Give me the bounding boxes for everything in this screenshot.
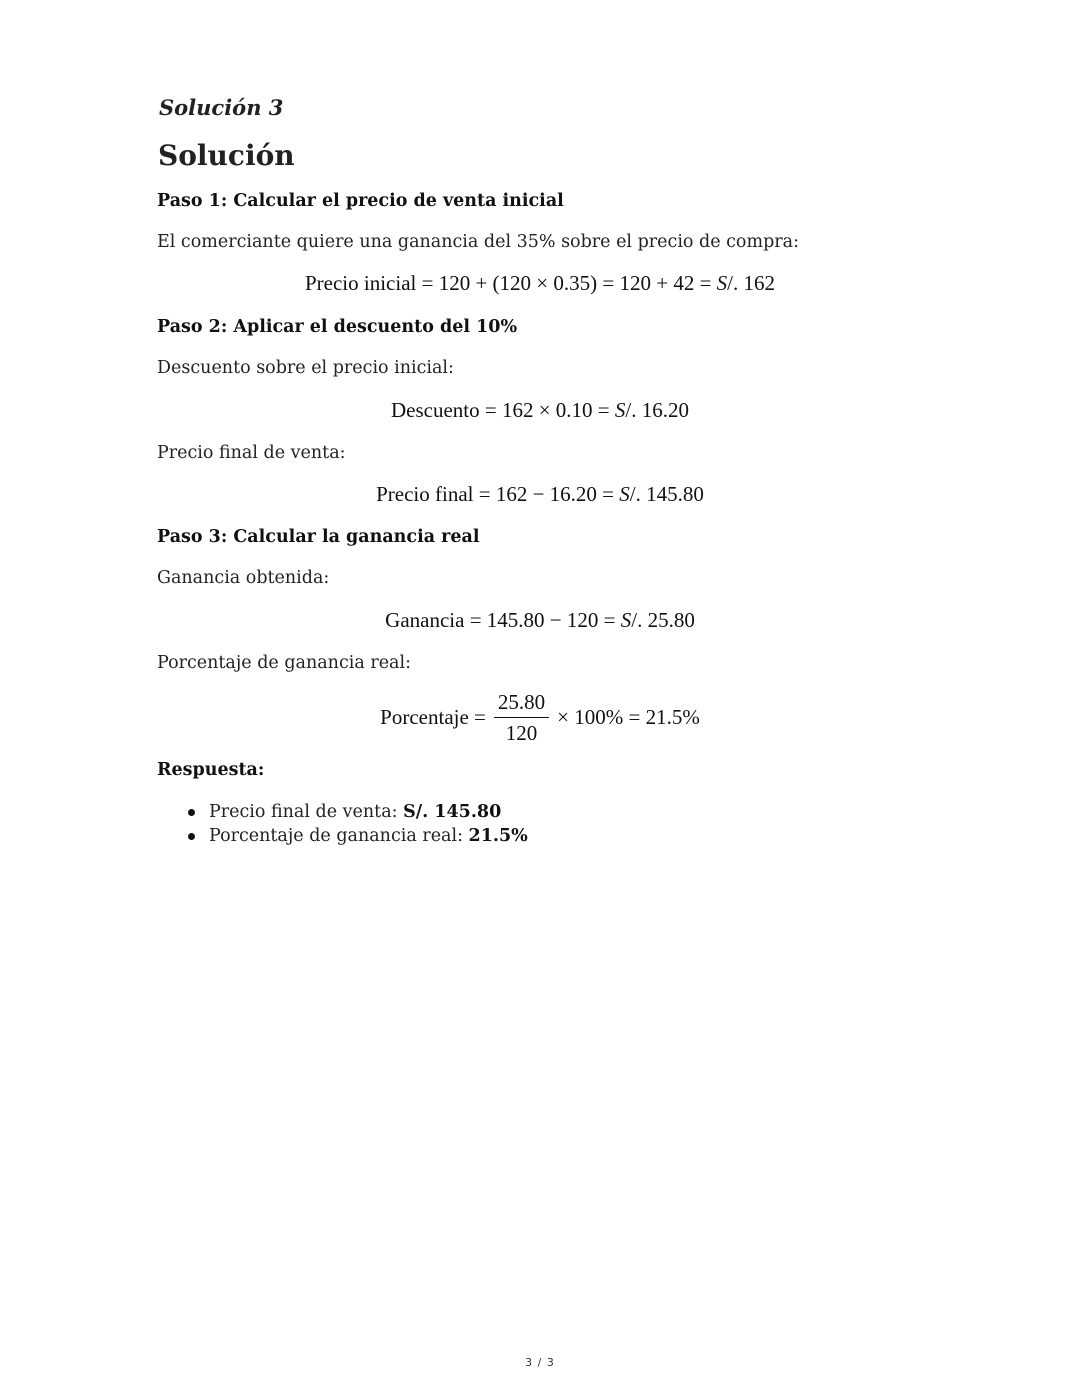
- answer-value: S/. 145.80: [403, 802, 502, 822]
- equation-label: Ganancia: [385, 608, 465, 632]
- step-2-text-discount: Descuento sobre el precio inicial:: [157, 358, 454, 378]
- step-2-text-final-price: Precio final de venta:: [157, 443, 346, 463]
- bullet-icon: [188, 833, 195, 840]
- equation-body: = 162 × 0.10 =: [479, 398, 615, 422]
- step-3-heading: Paso 3: Calcular la ganancia real: [157, 527, 480, 547]
- equation-label: Porcentaje =: [380, 705, 486, 729]
- step-3-text-gain: Ganancia obtenida:: [157, 568, 330, 588]
- equation-result: × 100% = 21.5%: [557, 705, 700, 729]
- answer-value: 21.5%: [468, 826, 528, 846]
- equation-percentage: [0, 690, 1080, 745]
- fraction-numerator: 25.80: [494, 690, 549, 718]
- list-item: [186, 800, 528, 824]
- list-item: [186, 824, 528, 848]
- equation-gain: [0, 608, 1080, 633]
- step-1-heading: Paso 1: Calcular el precio de venta inicial: [157, 191, 564, 211]
- step-1-text: El comerciante quiere una ganancia del 35% sobre el precio de compra:: [157, 232, 799, 252]
- equation-result: /. 145.80: [629, 482, 704, 506]
- page-title: Solución: [158, 139, 295, 172]
- equation-body: = 120 + (120 × 0.35) = 120 + 42 =: [416, 271, 717, 295]
- answer-label: Porcentaje de ganancia real:: [209, 826, 469, 846]
- currency-symbol: S: [620, 608, 632, 632]
- equation-discount: [0, 398, 1080, 423]
- equation-label: Descuento: [390, 398, 480, 422]
- currency-symbol: S: [619, 482, 630, 506]
- fraction: [494, 690, 549, 745]
- equation-body: = 162 − 16.20 =: [473, 482, 620, 506]
- currency-symbol: S: [716, 271, 728, 295]
- step-2-heading: Paso 2: Aplicar el descuento del 10%: [157, 317, 518, 337]
- bullet-icon: [188, 809, 195, 816]
- equation-label: Precio inicial: [304, 271, 417, 295]
- equation-result: /. 162: [727, 271, 776, 295]
- answer-label: Precio final de venta:: [209, 802, 404, 822]
- page-indicator: 3 / 3: [525, 1356, 555, 1369]
- answer-heading: Respuesta:: [157, 760, 265, 780]
- currency-symbol: S: [614, 398, 626, 422]
- equation-body: = 145.80 − 120 =: [464, 608, 621, 632]
- equation-initial-price: [0, 271, 1080, 296]
- fraction-denominator: 120: [505, 721, 538, 745]
- equation-label: Precio final: [376, 482, 474, 506]
- section-kicker: Solución 3: [159, 95, 284, 120]
- equation-final-price: [0, 482, 1080, 507]
- answer-list: [186, 800, 528, 848]
- step-3-text-percentage: Porcentaje de ganancia real:: [157, 653, 411, 673]
- equation-result: /. 25.80: [631, 608, 695, 632]
- equation-result: /. 16.20: [625, 398, 689, 422]
